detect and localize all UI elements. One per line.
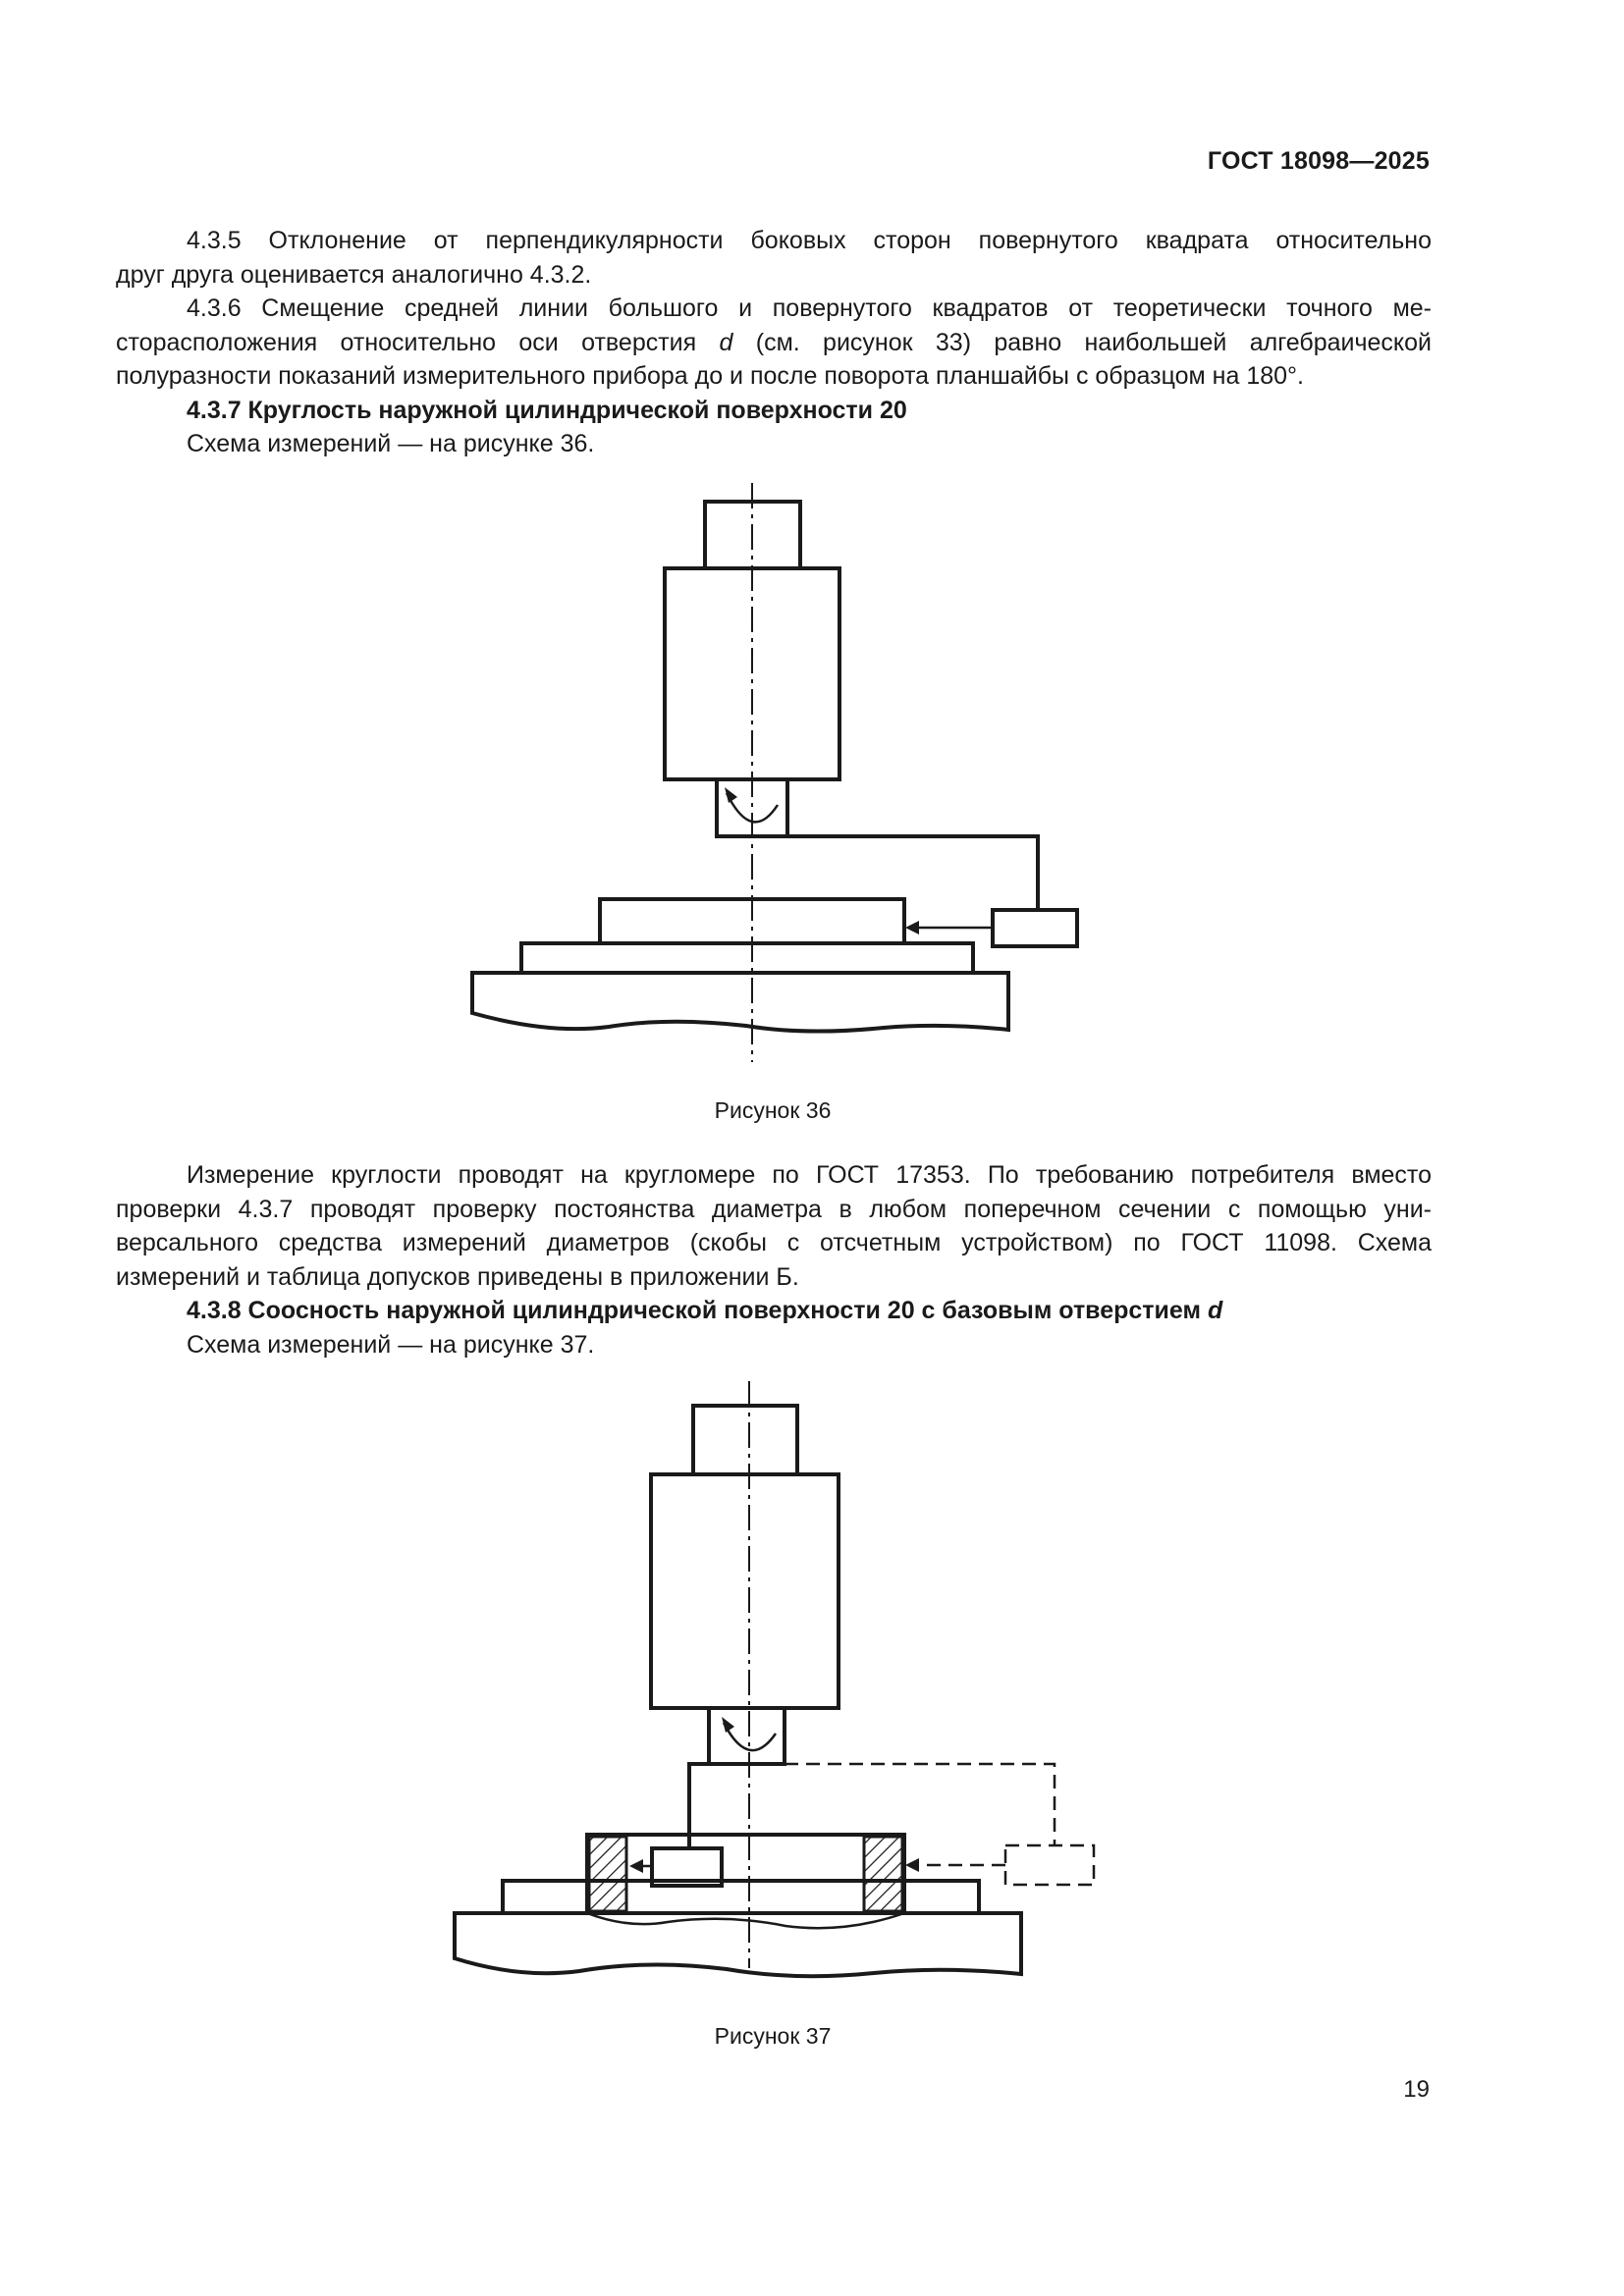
heading-4-3-7: 4.3.7 Круглость наружной цилиндрической поверхности 20 — [187, 396, 907, 424]
paragraph-roundness-line3: версального средства измерений диаметров (скобы с отсчетным устройством) по ГОСТ 11098. Схема — [116, 1229, 1432, 1256]
faceplate — [503, 1881, 979, 1913]
paragraph-4-3-6-line2a: сторасположения относительно оси отверстия — [116, 328, 697, 356]
scheme-reference-36: Схема измерений — на рисунке 36. — [187, 430, 595, 457]
figure-37-caption: Рисунок 37 — [714, 2023, 832, 2049]
paragraph-roundness-line2: проверки 4.3.7 проводят проверку постоянства диаметра в любом поперечном сечении с помощью уни- — [116, 1195, 1432, 1223]
section-break-line — [587, 1913, 904, 1928]
paragraph-4-3-5-line2: друг друга оценивается аналогично 4.3.2. — [116, 260, 592, 289]
paragraph-4-3-6-line2b: (см. рисунок 33) равно наибольшей алгебраической — [755, 328, 1432, 356]
spindle-top-block — [693, 1406, 797, 1474]
paragraph-4-3-5-line1: 4.3.5 Отклонение от перпендикулярности боковых сторон повернутого квадрата относительно — [187, 227, 1432, 254]
scheme-reference-37: Схема измерений — на рисунке 37. — [187, 1330, 595, 1359]
paragraph-roundness-line1: Измерение круглости проводят на кругломере по ГОСТ 17353. По требованию потребителя вместо — [187, 1161, 1432, 1189]
specimen-ring — [587, 1835, 904, 1913]
paragraph-4-3-6-line3: полуразности показаний измерительного прибора до и после поворота планшайбы с образцом на 180°. — [116, 362, 1304, 390]
paragraph-roundness-line4: измерений и таблица допусков приведены в приложении Б. — [116, 1262, 799, 1291]
spindle-body — [651, 1474, 839, 1708]
outer-indicator-arrow-head — [905, 1858, 919, 1872]
heading-4-3-8-text: 4.3.8 Соосность наружной цилиндрической поверхности 20 с базовым отверстием — [187, 1297, 1201, 1324]
page-number: 19 — [1403, 2076, 1430, 2103]
figure-36-caption: Рисунок 36 — [714, 1097, 832, 1123]
specimen-wall-left — [589, 1837, 626, 1911]
variable-d: d — [719, 328, 733, 356]
variable-d: d — [1207, 1297, 1223, 1324]
outer-indicator-dashed — [1005, 1845, 1094, 1885]
machine-base — [455, 1913, 1021, 1976]
specimen-wall-right — [864, 1837, 902, 1911]
internal-indicator-arrow-head — [629, 1859, 643, 1873]
paragraph-4-3-6-line1: 4.3.6 Смещение средней линии большого и повернутого квадратов от теоретически точного ме- — [187, 294, 1432, 322]
document-code-header: ГОСТ 18098—2025 — [1207, 147, 1430, 175]
